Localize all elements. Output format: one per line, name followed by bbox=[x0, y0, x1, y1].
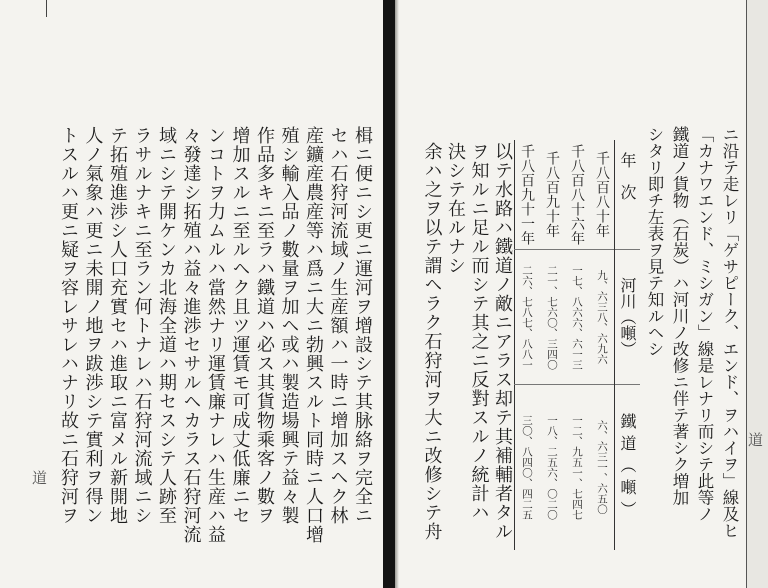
header-rail: 鐵道（噸） bbox=[618, 412, 637, 523]
gutter-shadow bbox=[395, 0, 399, 588]
row-river: 九、六三八、六九六 bbox=[589, 250, 614, 385]
text-column-12: 人ノ氣象ハ更ニ未開ノ地ヲ跋渉シテ實利ヲ得ン bbox=[82, 126, 104, 525]
text-column-2: 「カナワエンド、ミシガン」線是レナリ而シテ此等ノ bbox=[695, 126, 714, 522]
page-edge-line bbox=[746, 0, 747, 588]
text-column-2: セハ石狩河流域ノ生産額ハ一時ニ增加スヘク林 bbox=[327, 126, 349, 525]
table-row bbox=[564, 140, 589, 550]
text-column-6: ヲ知ルニ足ル而シテ其之ニ反對スルノ統計ハ bbox=[468, 142, 490, 522]
text-column-3: 産鑛産農産等ハ爲ニ大ニ勃興スルト同時ニ人口增 bbox=[303, 126, 324, 544]
text-column-11: テ拓殖進渉シ人口充實セハ進取ニ富メル新開地 bbox=[107, 126, 128, 525]
text-column-9: 域ニシテ開ケンカ北海全道ハ期セスシテ人跡至 bbox=[156, 126, 177, 525]
freight-table bbox=[514, 140, 640, 550]
row-rail: 一二、九五一、七四七 bbox=[571, 415, 583, 520]
table-row bbox=[589, 140, 614, 550]
text-column-1: ニ沿テ走レリ「ゲサピーク、エンド、ヲハイヲ」線及ヒ bbox=[720, 126, 739, 539]
text-column-4: シタリ即チ左表ヲ見テ知ルヘシ bbox=[645, 126, 664, 357]
text-column-5: 作品多キニ至ラハ鐵道ハ必ス其貨物乘客ノ數ヲ bbox=[254, 126, 275, 525]
text-column-7: 決シテ在ルナシ bbox=[445, 142, 466, 275]
row-year: 千八百九十一年 bbox=[514, 140, 539, 250]
right-margin-note: 道 bbox=[746, 432, 764, 447]
row-river: 二六、七八七、八八一 bbox=[514, 250, 539, 385]
right-page-text-before-table bbox=[642, 126, 742, 556]
left-page-text bbox=[55, 126, 374, 551]
text-column-13: トスルハ更ニ疑ヲ容レサレハナリ故ニ石狩河ヲ bbox=[58, 126, 79, 525]
page-edge-area bbox=[747, 0, 768, 588]
text-column-8: 々發達シ拓殖ハ益々進渉セサルヘカラス石狩河流 bbox=[180, 126, 202, 544]
book-gutter bbox=[383, 0, 395, 588]
row-river: 二一、七六〇、三四〇 bbox=[539, 250, 564, 385]
header-year: 年 次 bbox=[615, 140, 640, 250]
header-river: 河川（噸） bbox=[615, 250, 640, 385]
row-year: 千八百九十年 bbox=[539, 140, 564, 250]
page-edge-tick bbox=[46, 0, 47, 17]
right-page-text-after-table bbox=[420, 142, 514, 552]
row-rail: 三〇、八四〇、四二五 bbox=[521, 415, 533, 520]
row-year: 千八百八十年 bbox=[589, 140, 614, 250]
row-river: 一七、八六六、六一三 bbox=[564, 250, 589, 385]
text-column-5: 以テ水路ハ鐵道ノ敵ニアラス却テ其補輔者タル bbox=[492, 142, 513, 541]
row-year: 千八百八十六年 bbox=[564, 140, 589, 250]
text-column-3: 鐵道ノ貨物（石炭）ハ河川ノ改修ニ伴テ著シク増加 bbox=[670, 126, 689, 506]
text-column-7: ンコトヲ力ムルハ當然ナリ運賃廉ナレハ生産ハ益 bbox=[205, 126, 226, 544]
text-column-4: 殖シ輸入品ノ數量ヲ加ヘ或ハ製造場興テ益々製 bbox=[278, 126, 300, 525]
left-margin-note: 道 bbox=[30, 470, 48, 485]
row-rail: 六、六三一、六五〇 bbox=[596, 420, 608, 515]
text-column-8: 余ハ之ヲ以テ謂ヘラク石狩河ヲ大ニ改修シテ舟 bbox=[421, 142, 443, 541]
row-rail: 一八、二五六、〇二〇 bbox=[546, 415, 558, 520]
table-row bbox=[514, 140, 539, 550]
text-column-6: 增加スルニ至ルヘク且ツ運賃モ可成丈低廉ニセ bbox=[229, 126, 251, 525]
table-row bbox=[539, 140, 564, 550]
text-column-10: ラサルナキニ至ラン何トナレハ石狩河流域ニシ bbox=[131, 126, 153, 525]
table-header-column bbox=[614, 140, 640, 550]
text-column-1: 楫ニ便ニシ更ニ運河ヲ增設シテ其脉絡ヲ完全ニ bbox=[352, 126, 373, 525]
